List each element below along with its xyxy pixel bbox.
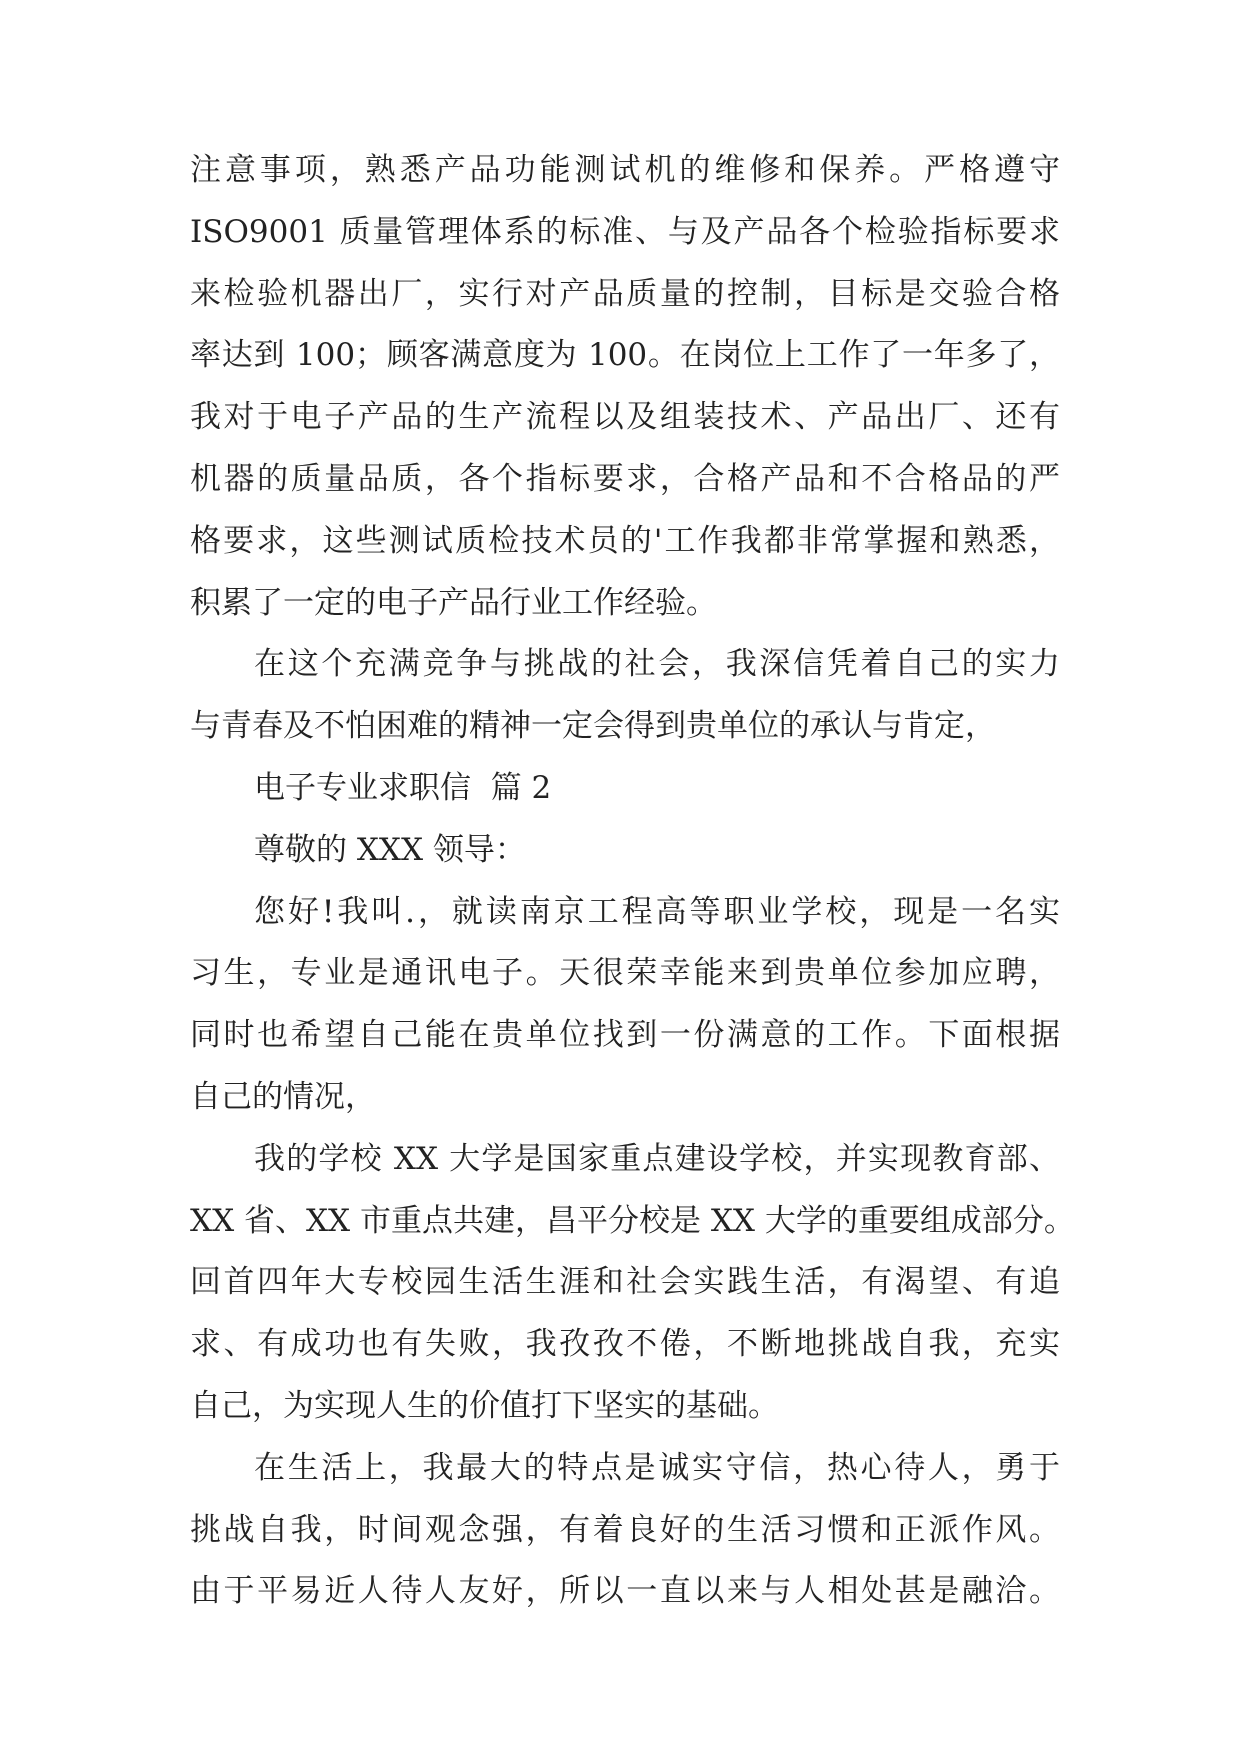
letter-body [190, 152, 1075, 1638]
text-line: 挑战自我，时间观念强，有着良好的生活习惯和正派作风。 [190, 1511, 1060, 1548]
text-line: 您好!我叫.，就读南京工程高等职业学校，现是一名实 [254, 893, 1060, 930]
text-line: 在生活上，我最大的特点是诚实守信，热心待人，勇于 [254, 1449, 1060, 1486]
text-line: 与青春及不怕困难的精神一定会得到贵单位的承认与肯定， [190, 708, 996, 745]
text-line: 我对于电子产品的生产流程以及组装技术、产品出厂、还有 [190, 399, 1060, 436]
text-line: 机器的质量品质，各个指标要求，合格产品和不合格品的严 [190, 460, 1060, 497]
text-line: 自己，为实现人生的价值打下坚实的基础。 [190, 1387, 779, 1424]
text-line: 习生，专业是通讯电子。天很荣幸能来到贵单位参加应聘， [190, 955, 1060, 992]
text-line: ISO9001 质量管理体系的标准、与及产品各个检验指标要求 [190, 213, 1060, 250]
text-line: XX 省、XX 市重点共建，昌平分校是 XX 大学的重要组成部分。 [190, 1202, 1075, 1239]
text-line: 由于平易近人待人友好，所以一直以来与人相处甚是融洽。 [190, 1573, 1060, 1610]
text-line: 尊敬的 XXX 领导： [254, 831, 526, 868]
text-line: 积累了一定的电子产品行业工作经验。 [190, 584, 717, 621]
text-line: 注意事项，熟悉产品功能测试机的维修和保养。严格遵守 [190, 152, 1060, 188]
text-line: 率达到 100；顾客满意度为 100。在岗位上工作了一年多了， [190, 337, 1060, 374]
text-line: 同时也希望自己能在贵单位找到一份满意的工作。下面根据 [190, 1017, 1060, 1054]
text-line: 我的学校 XX 大学是国家重点建设学校，并实现教育部、 [254, 1140, 1060, 1177]
text-line: 求、有成功也有失败，我孜孜不倦，不断地挑战自我，充实 [190, 1326, 1060, 1363]
text-line: 电子专业求职信 篇 2 [254, 769, 552, 806]
text-line: 来检验机器出厂，实行对产品质量的控制，目标是交验合格 [190, 275, 1060, 312]
text-line: 在这个充满竞争与挑战的社会，我深信凭着自己的实力 [254, 646, 1060, 683]
text-line: 格要求，这些测试质检技术员的'工作我都非常掌握和熟悉， [190, 522, 1060, 559]
text-line: 回首四年大专校园生活生涯和社会实践生活，有渴望、有追 [190, 1264, 1060, 1301]
text-line: 自己的情况， [190, 1078, 376, 1115]
